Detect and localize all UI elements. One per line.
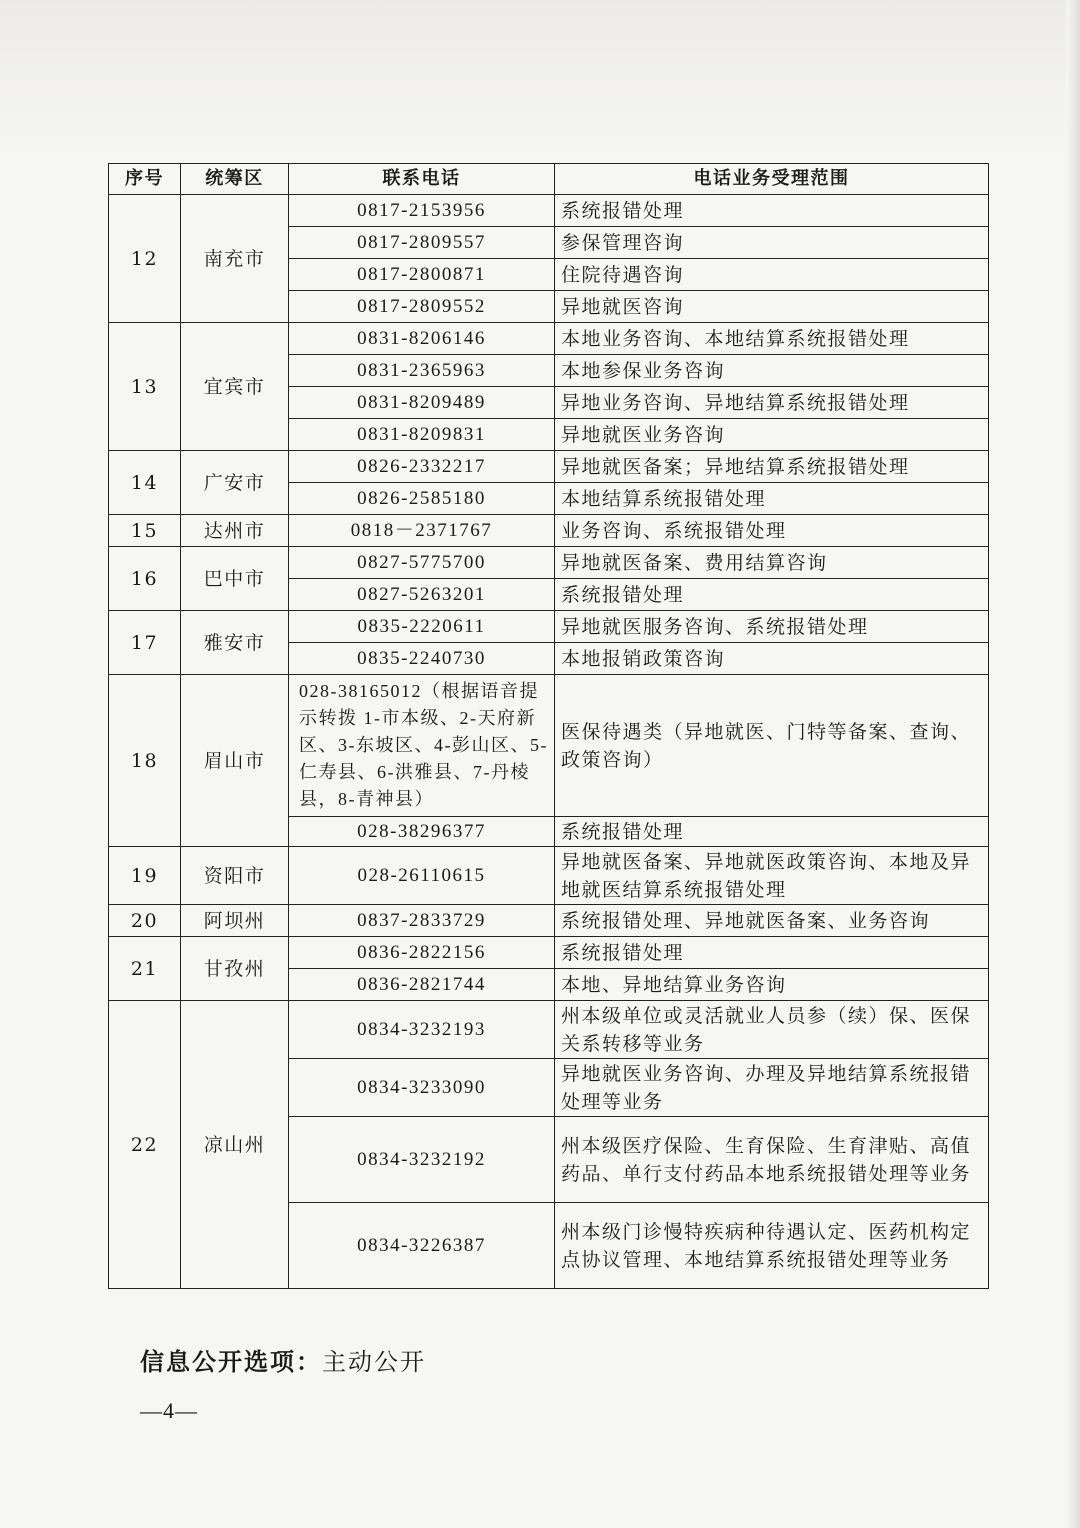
- serial-cell: 17: [109, 611, 181, 675]
- region-cell: 南充市: [181, 195, 289, 323]
- region-cell: 达州市: [181, 515, 289, 547]
- page-number: —4—: [140, 1398, 198, 1423]
- phone-cell: 0827-5263201: [289, 579, 555, 611]
- disclosure-value: 主动公开: [322, 1348, 426, 1376]
- header-scope: 电话业务受理范围: [555, 164, 989, 195]
- table-row: [109, 675, 989, 817]
- disclosure-option: [140, 1342, 426, 1377]
- table-body: [109, 195, 989, 1289]
- serial-cell: 12: [109, 195, 181, 323]
- scope-cell: 异地就医服务咨询、系统报错处理: [555, 611, 989, 643]
- header-serial: 序号: [109, 164, 181, 195]
- phone-cell: 0836-2821744: [289, 969, 555, 1001]
- serial-cell: 20: [109, 905, 181, 937]
- scope-cell: 本地报销政策咨询: [555, 643, 989, 675]
- scope-cell: 参保管理咨询: [555, 227, 989, 259]
- table-row: [109, 547, 989, 579]
- phone-cell: 0826-2332217: [289, 451, 555, 483]
- region-cell: 巴中市: [181, 547, 289, 611]
- scope-cell: 住院待遇咨询: [555, 259, 989, 291]
- region-cell: 宜宾市: [181, 323, 289, 451]
- disclosure-label: 信息公开选项：: [140, 1348, 322, 1376]
- region-cell: 资阳市: [181, 847, 289, 905]
- phone-cell: 028-38296377: [289, 817, 555, 847]
- table-row: [109, 515, 989, 547]
- phone-cell: 0831-8209831: [289, 419, 555, 451]
- scope-cell: 本地结算系统报错处理: [555, 483, 989, 515]
- header-region: 统筹区: [181, 164, 289, 195]
- contact-table: [108, 163, 989, 1289]
- phone-cell: 0826-2585180: [289, 483, 555, 515]
- table-row: [109, 195, 989, 227]
- phone-cell: 0831-2365963: [289, 355, 555, 387]
- scope-cell: 州本级单位或灵活就业人员参（续）保、医保关系转移等业务: [555, 1001, 989, 1059]
- scope-cell: 州本级医疗保险、生育保险、生育津贴、高值药品、单行支付药品本地系统报错处理等业务: [555, 1117, 989, 1203]
- scope-cell: 系统报错处理、异地就医备案、业务咨询: [555, 905, 989, 937]
- table-row: [109, 905, 989, 937]
- phone-cell: 0831-8209489: [289, 387, 555, 419]
- phone-cell: 0835-2220611: [289, 611, 555, 643]
- scope-cell: 异地就医咨询: [555, 291, 989, 323]
- serial-cell: 15: [109, 515, 181, 547]
- serial-cell: 18: [109, 675, 181, 847]
- phone-cell: 028-38165012（根据语音提示转拨 1-市本级、2-天府新区、3-东坡区、4-彭山区、5-仁寿县、6-洪雅县、7-丹棱县，8-青神县）: [289, 675, 555, 817]
- scope-cell: 系统报错处理: [555, 579, 989, 611]
- region-cell: 雅安市: [181, 611, 289, 675]
- phone-cell: 0831-8206146: [289, 323, 555, 355]
- phone-cell: 0817-2809557: [289, 227, 555, 259]
- scope-cell: 系统报错处理: [555, 195, 989, 227]
- phone-cell: 0834-3233090: [289, 1059, 555, 1117]
- serial-cell: 14: [109, 451, 181, 515]
- table-row: [109, 937, 989, 969]
- scope-cell: 本地、异地结算业务咨询: [555, 969, 989, 1001]
- scan-shading-right: [1066, 0, 1080, 1528]
- header-phone: 联系电话: [289, 164, 555, 195]
- scope-cell: 异地就医备案、异地就医政策咨询、本地及异地就医结算系统报错处理: [555, 847, 989, 905]
- region-cell: 眉山市: [181, 675, 289, 847]
- region-cell: 甘孜州: [181, 937, 289, 1001]
- table-row: [109, 847, 989, 905]
- table-row: [109, 611, 989, 643]
- region-cell: 凉山州: [181, 1001, 289, 1289]
- scope-cell: 业务咨询、系统报错处理: [555, 515, 989, 547]
- serial-cell: 13: [109, 323, 181, 451]
- phone-cell: 028-26110615: [289, 847, 555, 905]
- scope-cell: 异地就医业务咨询: [555, 419, 989, 451]
- scope-cell: 异地就医业务咨询、办理及异地结算系统报错处理等业务: [555, 1059, 989, 1117]
- phone-cell: 0836-2822156: [289, 937, 555, 969]
- serial-cell: 16: [109, 547, 181, 611]
- region-cell: 阿坝州: [181, 905, 289, 937]
- region-cell: 广安市: [181, 451, 289, 515]
- table-header-row: [109, 164, 989, 195]
- phone-cell: 0817-2153956: [289, 195, 555, 227]
- table-row: [109, 323, 989, 355]
- scope-cell: 异地就医备案、费用结算咨询: [555, 547, 989, 579]
- phone-cell: 0817-2800871: [289, 259, 555, 291]
- phone-cell: 0837-2833729: [289, 905, 555, 937]
- scope-cell: 系统报错处理: [555, 937, 989, 969]
- scope-cell: 系统报错处理: [555, 817, 989, 847]
- scope-cell: 本地参保业务咨询: [555, 355, 989, 387]
- scope-cell: 州本级门诊慢特疾病种待遇认定、医药机构定点协议管理、本地结算系统报错处理等业务: [555, 1203, 989, 1289]
- scope-cell: 本地业务咨询、本地结算系统报错处理: [555, 323, 989, 355]
- phone-cell: 0827-5775700: [289, 547, 555, 579]
- phone-cell: 0835-2240730: [289, 643, 555, 675]
- phone-cell: 0834-3232193: [289, 1001, 555, 1059]
- serial-cell: 19: [109, 847, 181, 905]
- table-row: [109, 451, 989, 483]
- scope-cell: 医保待遇类（异地就医、门特等备案、查询、政策咨询）: [555, 675, 989, 817]
- scope-cell: 异地就医备案；异地结算系统报错处理: [555, 451, 989, 483]
- serial-cell: 22: [109, 1001, 181, 1289]
- phone-cell: 0834-3226387: [289, 1203, 555, 1289]
- phone-cell: 0834-3232192: [289, 1117, 555, 1203]
- scope-cell: 异地业务咨询、异地结算系统报错处理: [555, 387, 989, 419]
- phone-cell: 0818－2371767: [289, 515, 555, 547]
- phone-cell: 0817-2809552: [289, 291, 555, 323]
- table-row: [109, 1001, 989, 1059]
- scan-shading-top: [0, 0, 1080, 160]
- serial-cell: 21: [109, 937, 181, 1001]
